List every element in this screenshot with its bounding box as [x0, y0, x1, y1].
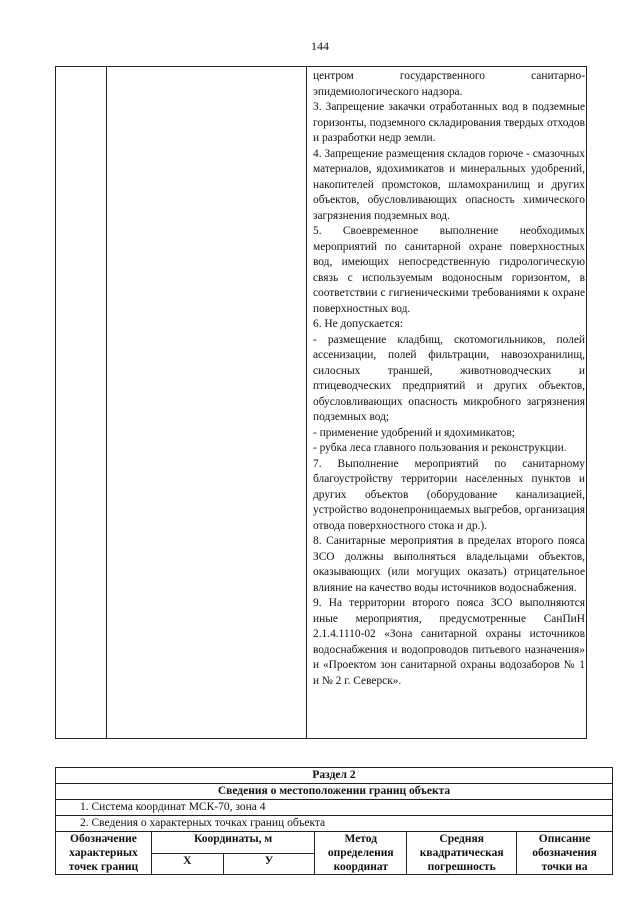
- page-number: 144: [311, 39, 329, 53]
- boundary-table: [55, 767, 613, 875]
- paragraph: 7. Выполнение мероприятий по санитарному благоустройству территории населенных пунктов и других объектов (оборудование канализацией, устройство водонепроницаемых выгребов, организация отвода поверхностного стока и др.).: [313, 457, 585, 532]
- measures-text-cell: [313, 69, 585, 689]
- error-header: Средняя квадратическая погрешность: [407, 832, 517, 875]
- paragraph: 6. Не допускается:: [313, 318, 403, 330]
- paragraph: 4. Запрещение размещения складов горюче - смазочных материалов, ядохимикатов и минеральных удобрений, накопителей промстоков, шламохранилищ и других объектов, обусловливающих опасность химического загрязнения подземных вод.: [313, 147, 585, 222]
- paragraph: 3. Запрещение закачки отработанных вод в подземные горизонты, подземного складирования твердых отходов и разработки недр земли.: [313, 101, 585, 144]
- column-divider: [306, 67, 307, 738]
- section-title: Раздел 2: [56, 768, 613, 784]
- x-header: Х: [151, 853, 223, 875]
- paragraph: 5. Своевременное выполнение необходимых мероприятий по санитарной охране поверхностных вод, имеющих непосредственную гидрологическую связь с используемым водоносным горизонтом, в соответствии с гигиеническими требованиями к охране поверхностных вод.: [313, 225, 585, 315]
- coordinates-header: Координаты, м: [151, 832, 314, 854]
- characteristic-points-item: 2. Сведения о характерных точках границ объекта: [56, 816, 613, 832]
- description-header: Описание обозначения точки на: [517, 832, 613, 875]
- method-header: Метод определения координат: [315, 832, 407, 875]
- paragraph: центром государственного санитарно-эпидемиологического надзора.: [313, 70, 585, 98]
- coordinate-system-item: 1. Система координат МСК-70, зона 4: [56, 800, 613, 816]
- paragraph: - применение удобрений и ядохимикатов;: [313, 426, 515, 439]
- paragraph: - размещение кладбищ, скотомогильников, полей ассенизации, полей фильтрации, навозохранилищ, силосных траншей, животноводческих и птицеводческих предприятий и других объектов, обусловливающих опасность микробного загрязнения подземных вод;: [313, 333, 585, 423]
- y-header: У: [223, 853, 315, 875]
- paragraph: - рубка леса главного пользования и реконструкции.: [313, 442, 567, 454]
- paragraph: 8. Санитарные мероприятия в пределах второго пояса ЗСО должны выполняться владельцами объектов, оказывающих (или могущих оказать) отрицательное влияние на качество воды источников водоснабжения.: [313, 535, 585, 594]
- upper-table: [55, 66, 587, 739]
- section-subtitle: Сведения о местоположении границ объекта: [56, 784, 613, 800]
- paragraph: 9. На территории второго пояса ЗСО выполняются иные мероприятия, предусмотренные СанПиН 2.1.4.1110-02 «Зона санитарной охраны источников водоснабжения и водопроводов питьевого назначения» и «Проектом зон санитарной охраны водозаборов № 1 и № 2 г. Северск».: [313, 597, 585, 687]
- designation-header: Обозначение характерных точек границ: [56, 832, 152, 875]
- column-divider: [106, 67, 107, 738]
